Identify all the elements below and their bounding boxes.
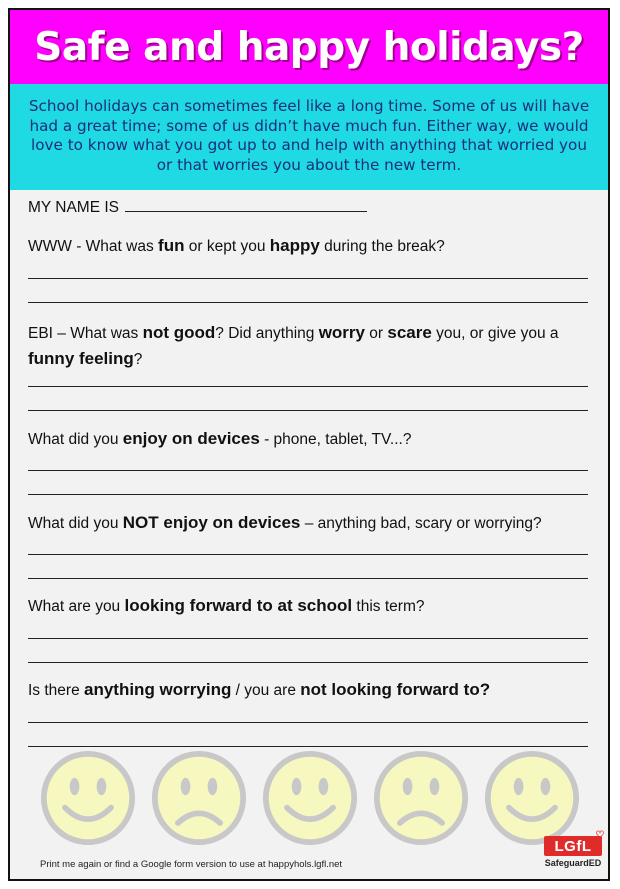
mood-faces bbox=[40, 750, 580, 846]
name-answer-line[interactable] bbox=[125, 198, 367, 212]
happy-face-icon[interactable] bbox=[262, 750, 358, 846]
answer-line[interactable] bbox=[28, 722, 588, 723]
question-enjoy-devices: What did you enjoy on devices - phone, tablet, TV...? bbox=[28, 429, 412, 448]
answer-line[interactable] bbox=[28, 746, 588, 747]
question-www: WWW - What was fun or kept you happy during the break? bbox=[28, 236, 445, 255]
answer-line[interactable] bbox=[28, 638, 588, 639]
happy-face-icon[interactable] bbox=[40, 750, 136, 846]
answer-line[interactable] bbox=[28, 278, 588, 279]
heart-icon: ♡ bbox=[595, 830, 605, 841]
sad-face-icon[interactable] bbox=[151, 750, 247, 846]
answer-line[interactable] bbox=[28, 470, 588, 471]
logo-brand: LGfL bbox=[554, 838, 592, 855]
logo-subtitle: SafeguardED bbox=[544, 858, 602, 868]
answer-line[interactable] bbox=[28, 410, 588, 411]
answer-line[interactable] bbox=[28, 662, 588, 663]
name-label: MY NAME IS bbox=[28, 199, 120, 216]
intro-banner bbox=[10, 84, 608, 190]
answer-line[interactable] bbox=[28, 302, 588, 303]
answer-line[interactable] bbox=[28, 494, 588, 495]
question-not-enjoy-devices: What did you NOT enjoy on devices – anything bad, scary or worrying? bbox=[28, 513, 542, 532]
footer-note: Print me again or find a Google form version to use at happyhols.lgfl.net bbox=[40, 859, 343, 870]
logo-badge bbox=[544, 830, 605, 856]
happy-face-icon[interactable] bbox=[484, 750, 580, 846]
question-looking-forward: What are you looking forward to at school this term? bbox=[28, 596, 425, 615]
sad-face-icon[interactable] bbox=[373, 750, 469, 846]
answer-line[interactable] bbox=[28, 554, 588, 555]
question-worrying: Is there anything worrying / you are not looking forward to? bbox=[28, 680, 491, 699]
name-field bbox=[28, 198, 588, 217]
question-ebi: EBI – What was not good? Did anything worry or scare you, or give you a funny feeling? bbox=[28, 323, 559, 368]
title-banner bbox=[10, 10, 608, 84]
page-title: Safe and happy holidays? bbox=[34, 24, 584, 70]
intro-text: School holidays can sometimes feel like a long time. Some of us will have had a great time; some of us didn’t have much fun. Either way, we would love to know what you got up to and help with anything that worried you or that worries you about the new term. bbox=[28, 97, 590, 174]
lgfl-logo bbox=[544, 830, 605, 868]
answer-line[interactable] bbox=[28, 578, 588, 579]
answer-line[interactable] bbox=[28, 386, 588, 387]
worksheet bbox=[8, 8, 610, 881]
